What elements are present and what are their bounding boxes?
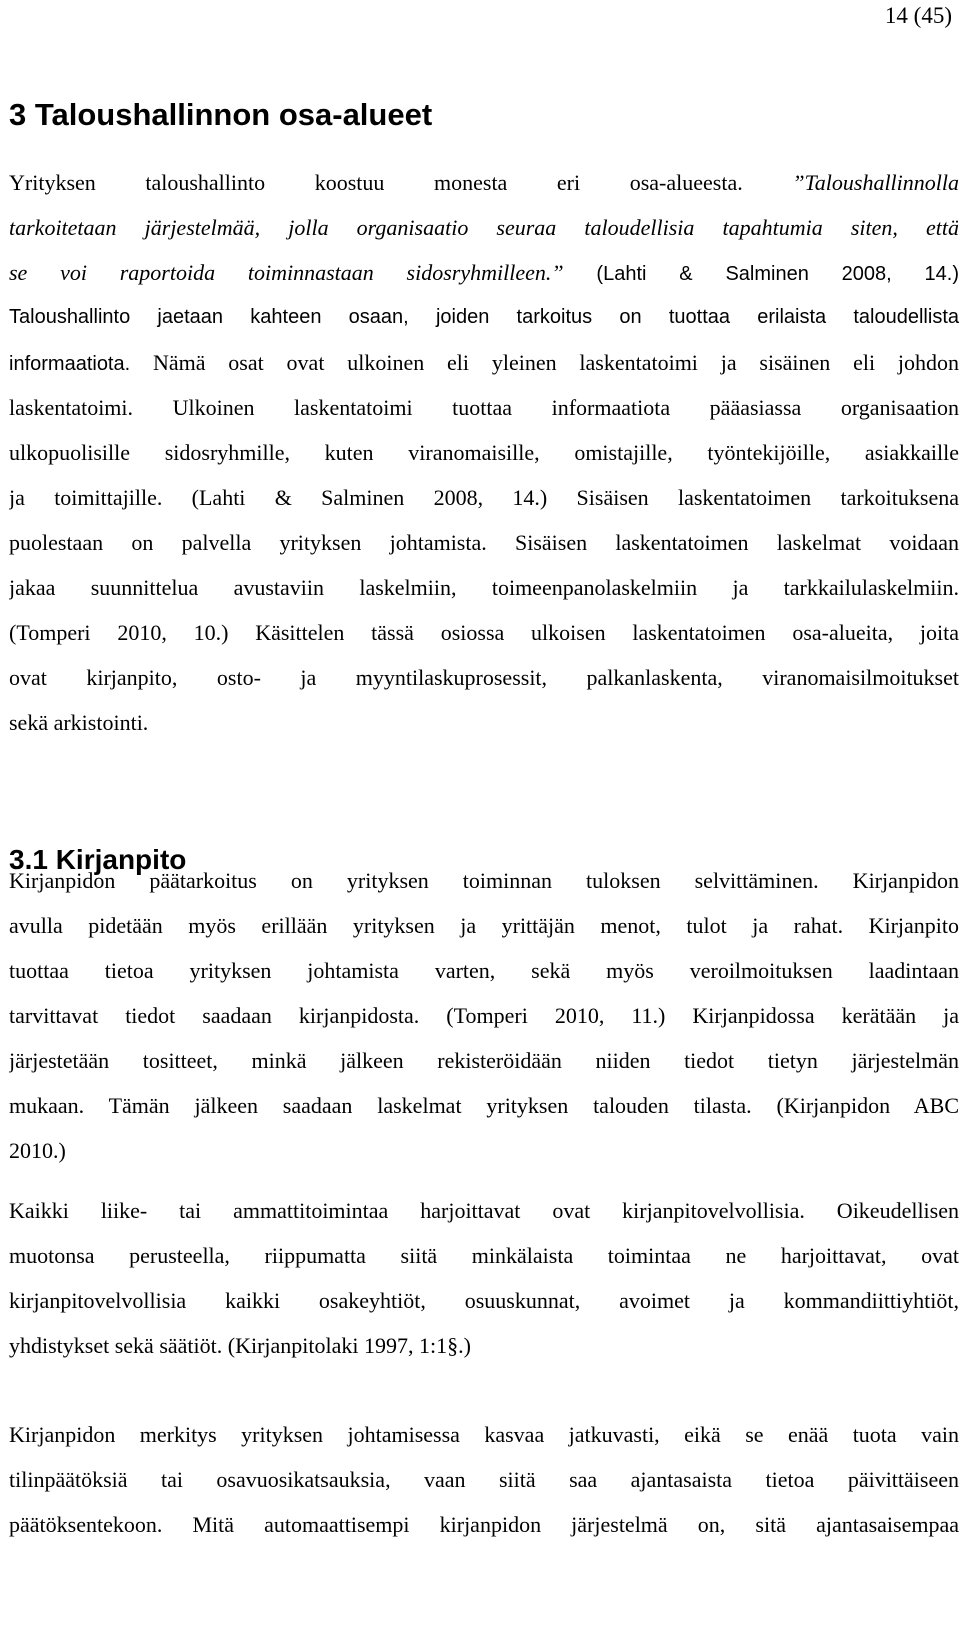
quote-run: se voi raportoida toiminnastaan sidosryhmilleen.”	[9, 260, 564, 285]
paragraph-line	[9, 160, 959, 205]
paragraph-line: ulkopuolisille sidosryhmille, kuten viranomaisille, omistajille, työntekijöille, asiakkaille	[9, 440, 959, 465]
paragraph-line: ja toimittajille. (Lahti & Salminen 2008, 14.) Sisäisen laskentatoimen tarkoituksena	[9, 485, 959, 510]
paragraph-kirjanpito	[9, 858, 959, 1173]
paragraph-line: puolestaan on palvella yrityksen johtamista. Sisäisen laskentatoimen laskelmat voidaan	[9, 530, 959, 555]
text-run: informaatiota.	[9, 353, 131, 375]
text-run: (Lahti & Salminen 2008, 14.)	[563, 263, 959, 285]
paragraph-significance	[9, 1412, 959, 1547]
paragraph-line: Kirjanpidon päätarkoitus on yrityksen toiminnan tuloksen selvittäminen. Kirjanpidon	[9, 868, 959, 893]
paragraph-line: Kirjanpidon merkitys yrityksen johtamisessa kasvaa jatkuvasti, eikä se enää tuota vain	[9, 1422, 959, 1447]
paragraph-obligation	[9, 1188, 959, 1368]
paragraph-line: Taloushallinto jaetaan kahteen osaan, joiden tarkoitus on tuottaa erilaista taloudellista	[9, 306, 959, 328]
paragraph-line: järjestetään tositteet, minkä jälkeen rekisteröidään niiden tiedot tietyn järjestelmän	[9, 1048, 959, 1073]
section-title: 3.1 Kirjanpito	[9, 844, 187, 875]
paragraph-line: sekä arkistointi.	[9, 710, 149, 735]
text-run: Nämä osat ovat ulkoinen eli yleinen laskentatoimi ja sisäinen eli johdon	[130, 350, 959, 375]
paragraph-line: päätöksentekoon. Mitä automaattisempi kirjanpidon järjestelmä on, sitä ajantasaisempaa	[9, 1512, 959, 1537]
paragraph-line: tarkoitetaan järjestelmää, jolla organisaatio seuraa taloudellisia tapahtumia siten, että	[9, 215, 959, 240]
paragraph-line: muotonsa perusteella, riippumatta siitä minkälaista toimintaa ne harjoittavat, ovat	[9, 1243, 959, 1268]
paragraph-line: 2010.)	[9, 1138, 66, 1163]
paragraph-line: tuottaa tietoa yrityksen johtamista varten, sekä myös veroilmoituksen laadintaan	[9, 958, 959, 983]
paragraph-line: (Tomperi 2010, 10.) Käsittelen tässä osiossa ulkoisen laskentatoimen osa-alueita, joita	[9, 620, 959, 645]
paragraph-line	[9, 250, 959, 295]
paragraph-line: laskentatoimi. Ulkoinen laskentatoimi tuottaa informaatiota pääasiassa organisaation	[9, 395, 959, 420]
paragraph-line: ovat kirjanpito, osto- ja myyntilaskuprosessit, palkanlaskenta, viranomaisilmoitukset	[9, 665, 959, 690]
quote-run: ”Taloushallinnolla	[792, 170, 959, 195]
page-number: 14 (45)	[884, 3, 952, 28]
paragraph-line: tilinpäätöksiä tai osavuosikatsauksia, vaan siitä saa ajantasaista tietoa päivittäiseen	[9, 1467, 959, 1492]
paragraph-line: tarvittavat tiedot saadaan kirjanpidosta. (Tomperi 2010, 11.) Kirjanpidossa kerätään ja	[9, 1003, 959, 1028]
text-run: Yrityksen taloushallinto koostuu monesta eri osa-alueesta.	[9, 170, 793, 195]
paragraph-line: avulla pidetään myös erillään yrityksen ja yrittäjän menot, tulot ja rahat. Kirjanpito	[9, 913, 959, 938]
chapter-title: 3 Taloushallinnon osa-alueet	[9, 97, 433, 132]
paragraph-line: jakaa suunnittelua avustaviin laskelmiin, toimeenpanolaskelmiin ja tarkkailulaskelmiin.	[9, 575, 959, 600]
paragraph-line: Kaikki liike- tai ammattitoimintaa harjoittavat ovat kirjanpitovelvollisia. Oikeudellisen	[9, 1198, 959, 1223]
paragraph-line: mukaan. Tämän jälkeen saadaan laskelmat yrityksen talouden tilasta. (Kirjanpidon ABC	[9, 1093, 959, 1118]
paragraph-line: yhdistykset sekä säätiöt. (Kirjanpitolaki 1997, 1:1§.)	[9, 1333, 471, 1358]
paragraph-line	[9, 340, 959, 385]
paragraph-intro	[9, 160, 959, 745]
paragraph-line: kirjanpitovelvollisia kaikki osakeyhtiöt, osuuskunnat, avoimet ja kommandiittiyhtiöt,	[9, 1288, 959, 1313]
